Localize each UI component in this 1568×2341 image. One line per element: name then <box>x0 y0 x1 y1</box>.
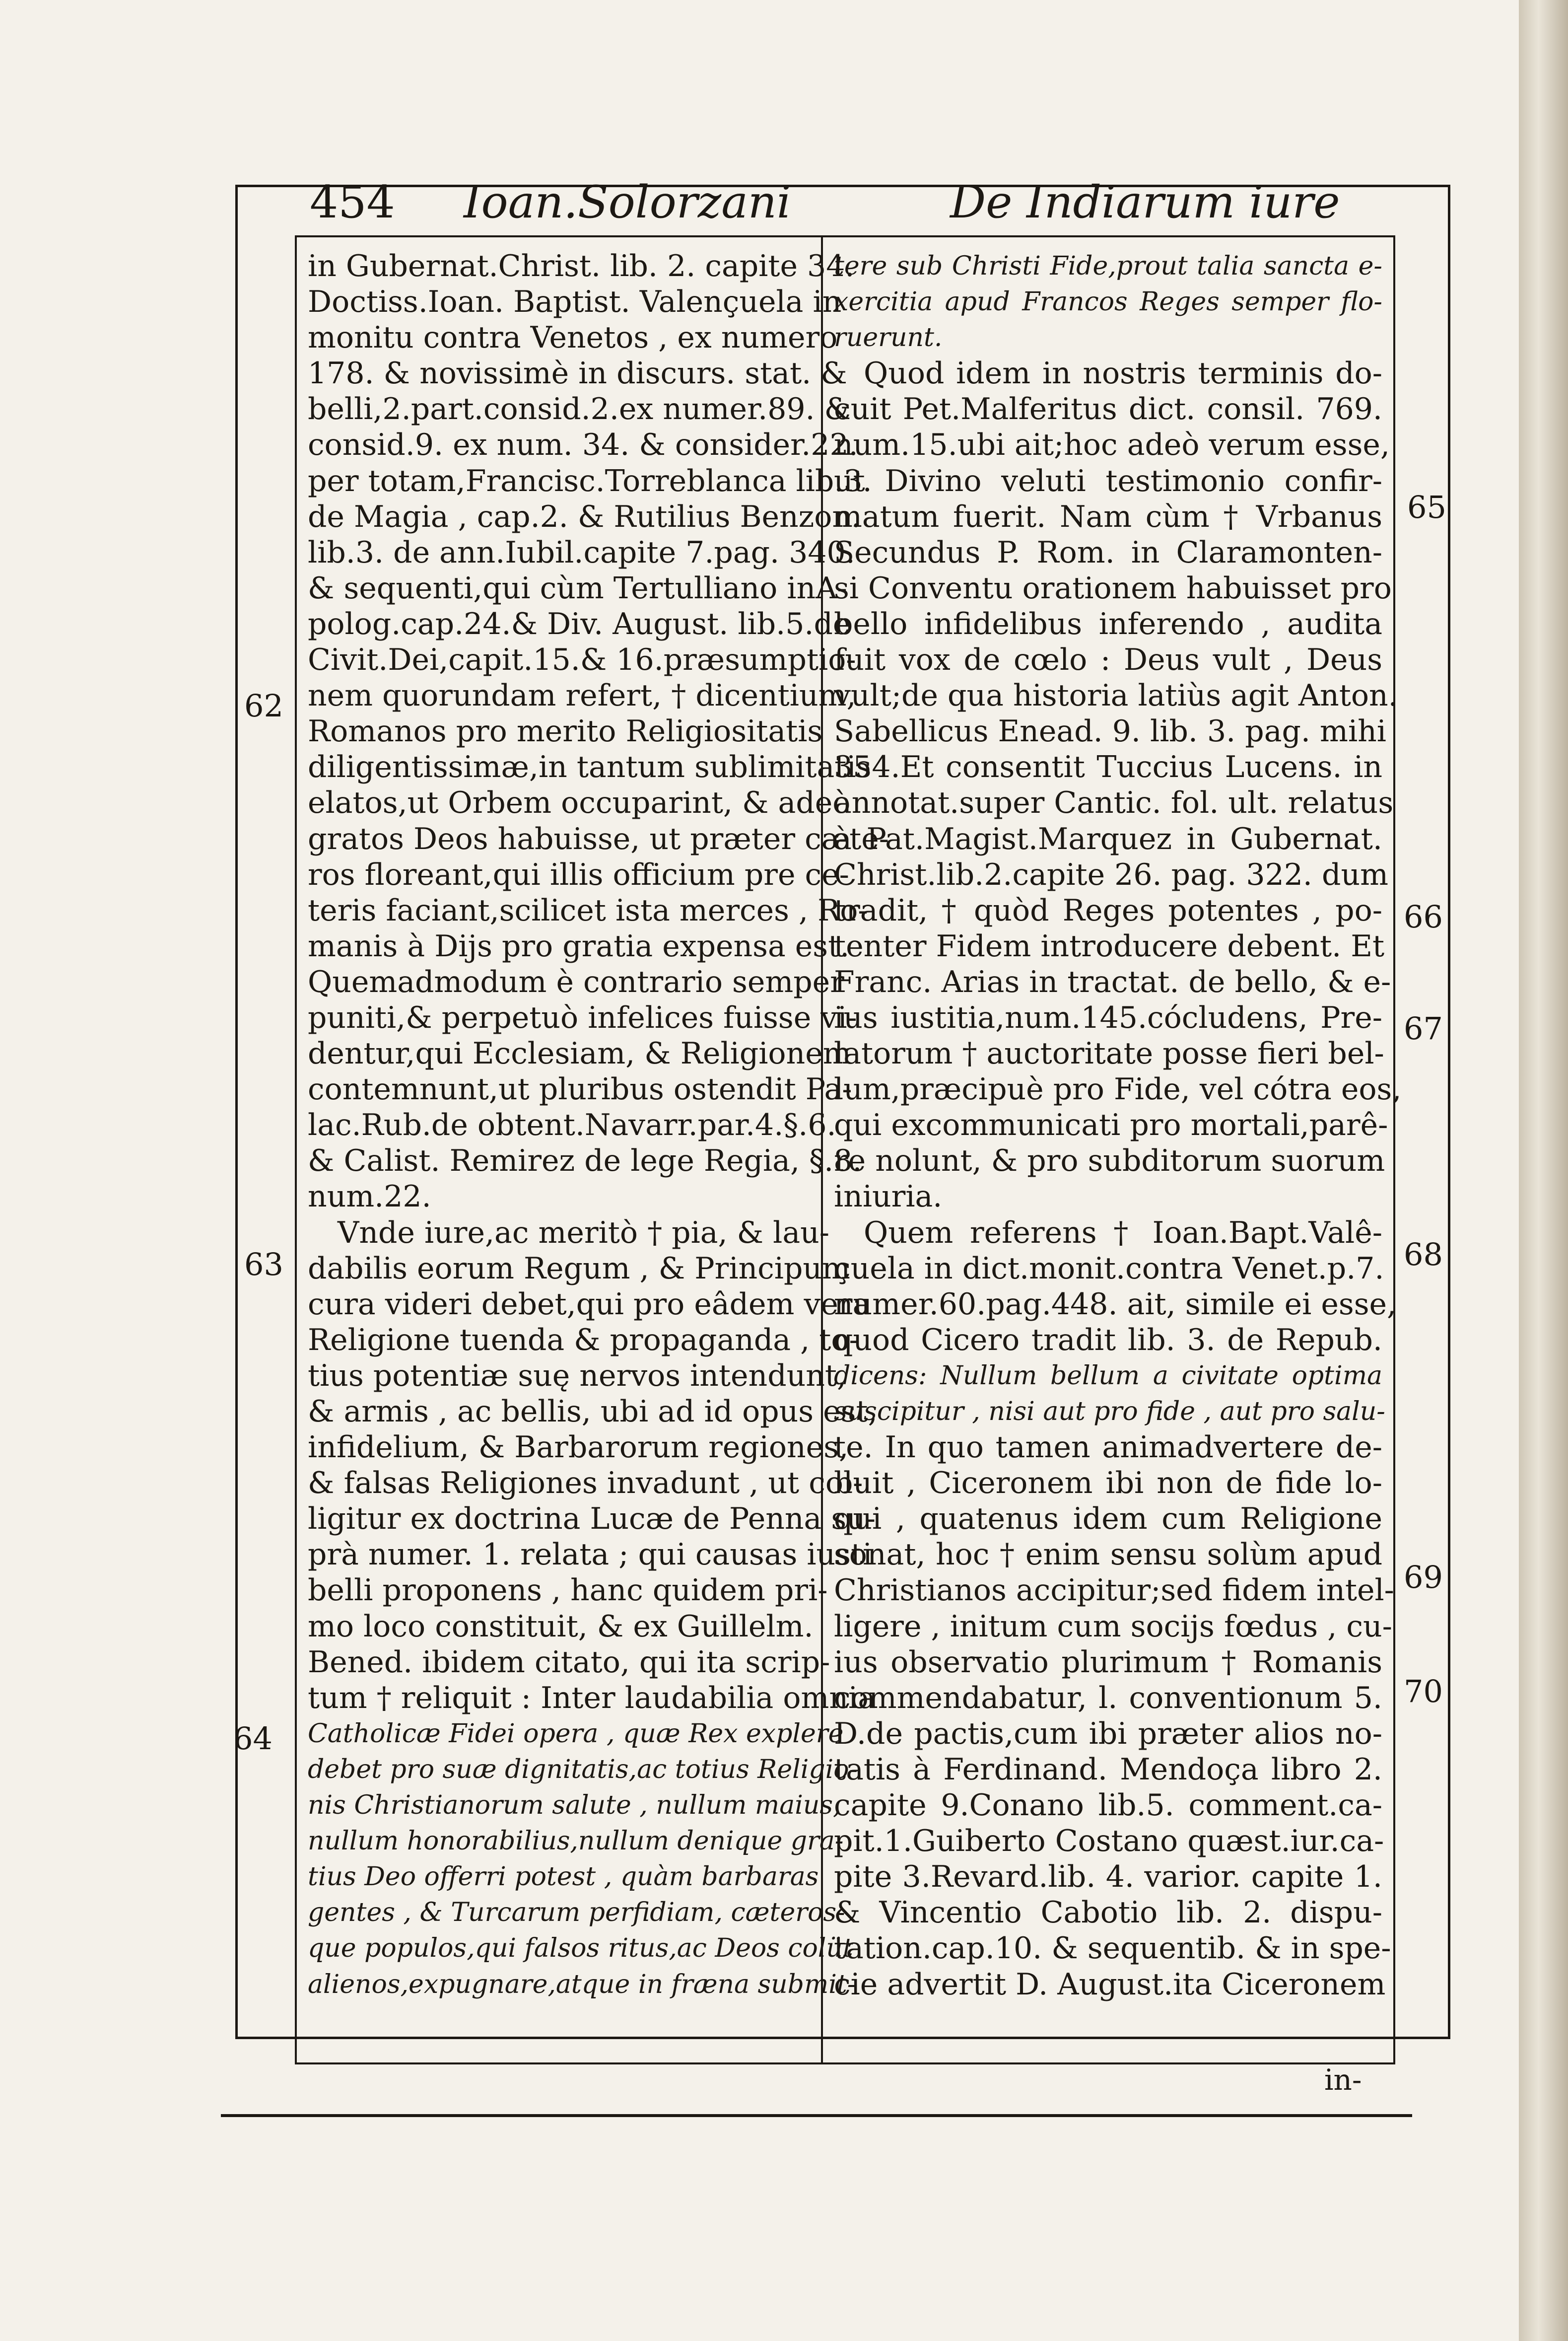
text-line: dentur,qui Ecclesiam, & Religionem <box>308 1036 851 1071</box>
text-line: Quod idem in nostris terminis do- <box>864 356 1382 391</box>
text-line: ligere , initum cum socijs fœdus , cu- <box>834 1609 1392 1644</box>
margin-note-right: 70 <box>1404 1673 1443 1709</box>
text-line: puniti,& perpetuò infelices fuisse vi- <box>308 1000 857 1035</box>
margin-note-right: 69 <box>1404 1559 1443 1595</box>
text-line: lum,præcipuè pro Fide, vel cótra eos, <box>834 1072 1402 1107</box>
text-line: cie advertit D. August.ita Ciceronem <box>834 1967 1386 2002</box>
text-line: ruerunt. <box>834 323 943 353</box>
text-line: commendabatur, l. conventionum 5. <box>834 1680 1382 1715</box>
text-line: Quemadmodum è contrario semper <box>308 964 844 999</box>
page-number: 454 <box>310 176 395 228</box>
text-line: Christ.lib.2.capite 26. pag. 322. dum <box>834 857 1389 892</box>
text-line: que populos,qui falsos ritus,ac Deos colüt <box>308 1933 853 1964</box>
text-line: qui excommunicati pro mortali,parê- <box>834 1108 1388 1143</box>
text-line: debet pro suæ dignitatis,ac totius Religio- <box>308 1754 858 1784</box>
text-line: re nolunt, & pro subditorum suorum <box>834 1143 1385 1179</box>
text-line: xercitia apud Francos Reges semper flo- <box>834 287 1382 317</box>
text-line: tius potentiæ suę nervos intendunt, <box>308 1358 847 1393</box>
catchword: in- <box>1324 2063 1362 2097</box>
text-line: D.de pactis,cum ibi præter alios no- <box>834 1716 1382 1751</box>
text-line: belli proponens , hanc quidem pri- <box>308 1573 828 1608</box>
text-line: ros floreant,qui illis officium pre ce- <box>308 857 849 892</box>
text-line: prà numer. 1. relata ; qui causas iusti <box>308 1537 873 1572</box>
text-line: Catholicæ Fidei opera , quæ Rex explere <box>308 1718 844 1749</box>
text-line: pit.1.Guiberto Costano quæst.iur.ca- <box>834 1824 1384 1859</box>
book-binding-edge <box>1519 0 1568 2341</box>
text-line: Bened. ibidem citato, qui ita scrip- <box>308 1644 830 1680</box>
text-line: sonat, hoc † enim sensu solùm apud <box>834 1537 1382 1572</box>
text-line: elatos,ut Orbem occuparint, & adeò <box>308 785 851 821</box>
text-line: gentes , & Turcarum perfidiam, cæteros- <box>308 1898 845 1928</box>
text-line: matum fuerit. Nam cùm † Vrbanus <box>834 499 1382 534</box>
text-line: manis à Dijs pro gratia expensa est. <box>308 928 850 964</box>
text-columns <box>295 235 1402 2064</box>
running-author: Ioan.Solorzani <box>464 176 791 228</box>
text-line: tradit, † quòd Reges potentes , po- <box>834 893 1382 928</box>
text-line: num.22. <box>308 1179 431 1214</box>
text-line: consid.9. ex num. 34. & consider.22. <box>308 427 858 463</box>
text-line: cuit Pet.Malferitus dict. consil. 769. <box>834 392 1382 427</box>
text-line: lac.Rub.de obtent.Navarr.par.4.§.6. <box>308 1108 836 1143</box>
text-line: tum † reliquit : Inter laudabilia omnia <box>308 1680 876 1715</box>
margin-note-right: 67 <box>1404 1010 1443 1047</box>
text-line: latorum † auctoritate posse fieri bel- <box>834 1036 1384 1071</box>
text-line: si Conventu orationem habuisset pro <box>834 570 1392 606</box>
text-line: nem quorundam refert, † dicentium, <box>308 678 856 713</box>
margin-note-left: 63 <box>244 1246 283 1282</box>
text-line: Vnde iure,ac meritò † pia, & lau- <box>338 1215 830 1250</box>
margin-note-left: 62 <box>244 688 283 724</box>
text-line: numer.60.pag.448. ait, simile ei esse, <box>834 1286 1397 1322</box>
text-line: & Calist. Remirez de lege Regia, §.8. <box>308 1143 862 1179</box>
text-line: tation.cap.10. & sequentib. & in spe- <box>834 1931 1391 1966</box>
text-line: lib.3. de ann.Iubil.capite 7.pag. 340. <box>308 535 855 570</box>
text-line: tere sub Christi Fide,prout talia sancta e- <box>834 251 1382 281</box>
running-title: De Indiarum iure <box>950 176 1340 228</box>
text-line: quod Cicero tradit lib. 3. de Repub. <box>834 1322 1382 1357</box>
margin-note-right: 68 <box>1404 1236 1443 1273</box>
text-line: Religione tuenda & propaganda , to- <box>308 1322 859 1357</box>
text-line: iniuria. <box>834 1179 943 1214</box>
text-line: Secundus P. Rom. in Claramonten- <box>834 535 1382 570</box>
text-line: de Magia , cap.2. & Rutilius Benzon. <box>308 499 861 534</box>
text-line: tatis à Ferdinand. Mendoça libro 2. <box>834 1752 1382 1787</box>
text-line: diligentissimæ,in tantum sublimitatis <box>308 750 872 785</box>
text-line: ligitur ex doctrina Lucæ de Penna su- <box>308 1501 876 1537</box>
text-line: Franc. Arias in tractat. de bello, & e- <box>834 964 1391 999</box>
text-line: Christianos accipitur;sed fidem intel- <box>834 1573 1394 1608</box>
text-line: nis Christianorum salute , nullum maius, <box>308 1790 841 1821</box>
margin-note-right: 66 <box>1404 899 1443 935</box>
text-line: polog.cap.24.& Div. August. lib.5.de <box>308 606 851 641</box>
text-line: fuit vox de cœlo : Deus vult , Deus <box>834 642 1382 678</box>
margin-note-right: 65 <box>1407 489 1446 525</box>
text-line: çuela in dict.monit.contra Venet.p.7. <box>834 1251 1384 1286</box>
text-line: annotat.super Cantic. fol. ult. relatus <box>834 785 1394 821</box>
text-line: monitu contra Venetos , ex numero <box>308 320 838 355</box>
text-line: & sequenti,qui cùm Tertulliano inA- <box>308 570 847 606</box>
text-line: Quem referens † Ioan.Bapt.Valê- <box>864 1215 1382 1250</box>
text-line: & armis , ac bellis, ubi ad id opus est, <box>308 1394 878 1429</box>
text-line: te. In quo tamen animadvertere de- <box>834 1430 1382 1465</box>
text-line: & Vincentio Cabotio lib. 2. dispu- <box>834 1895 1382 1930</box>
text-line: 178. & novissimè in discurs. stat. & <box>308 356 847 391</box>
text-line: mo loco constituit, & ex Guillelm. <box>308 1609 814 1644</box>
text-line: in Gubernat.Christ. lib. 2. capite 34. <box>308 249 855 284</box>
text-line: ius observatio plurimum † Romanis <box>834 1644 1382 1680</box>
text-line: nullum honorabilius,nullum denique gra- <box>308 1826 844 1856</box>
text-line: infidelium, & Barbarorum regiones, <box>308 1430 849 1465</box>
text-line: suscipitur , nisi aut pro fide , aut pro salu- <box>834 1397 1385 1426</box>
text-line: capite 9.Conano lib.5. comment.ca- <box>834 1788 1382 1823</box>
text-line: Civit.Dei,capit.15.& 16.præsumptio- <box>308 642 856 678</box>
text-line: & falsas Religiones invadunt , ut col- <box>308 1466 863 1501</box>
text-line: belli,2.part.consid.2.ex numer.89. & <box>308 392 851 427</box>
text-line: teris faciant,scilicet ista merces , Ro- <box>308 893 868 928</box>
text-line: tius Deo offerri potest , quàm barbaras <box>308 1862 819 1892</box>
text-line: per totam,Francisc.Torreblanca lib.3. <box>308 463 872 498</box>
text-line: Doctiss.Ioan. Baptist. Valençuela in <box>308 284 842 320</box>
text-line: 354.Et consentit Tuccius Lucens. in <box>834 750 1382 785</box>
text-line: Sabellicus Enead. 9. lib. 3. pag. mihi <box>834 714 1386 749</box>
text-line: vult;de qua historia latiùs agit Anton. <box>834 678 1398 713</box>
text-line: contemnunt,ut pluribus ostendit Pa- <box>308 1072 852 1107</box>
text-line: dabilis eorum Regum , & Principum <box>308 1251 850 1286</box>
text-line: tenter Fidem introducere debent. Et <box>834 928 1385 964</box>
text-line: buit , Ciceronem ibi non de fide lo- <box>834 1466 1382 1501</box>
text-line: pite 3.Revard.lib. 4. varior. capite 1. <box>834 1859 1382 1895</box>
text-line: ius iustitia,num.145.cócludens, Pre- <box>834 1000 1382 1035</box>
running-header <box>235 176 1450 231</box>
text-line: à Pat.Magist.Marquez in Gubernat. <box>834 821 1382 856</box>
right-text-column <box>823 237 1402 2062</box>
bottom-rule <box>221 2114 1412 2117</box>
text-line: qui , quatenus idem cum Religione <box>834 1501 1382 1537</box>
text-line: ut Divino veluti testimonio confir- <box>834 463 1382 498</box>
text-line: bello infidelibus inferendo , audita <box>834 606 1382 641</box>
text-line: dicens: Nullum bellum a civitate optima <box>834 1360 1382 1391</box>
margin-note-left: 64 <box>233 1720 273 1757</box>
text-line: alienos,expugnare,atque in fræna submit- <box>308 1969 856 1999</box>
text-line: num.15.ubi ait;hoc adeò verum esse, <box>834 427 1390 463</box>
text-line: cura videri debet,qui pro eâdem vera <box>308 1286 871 1322</box>
text-line: Romanos pro merito Religiositatis <box>308 714 823 749</box>
text-line: gratos Deos habuisse, ut præter cæte- <box>308 821 889 856</box>
